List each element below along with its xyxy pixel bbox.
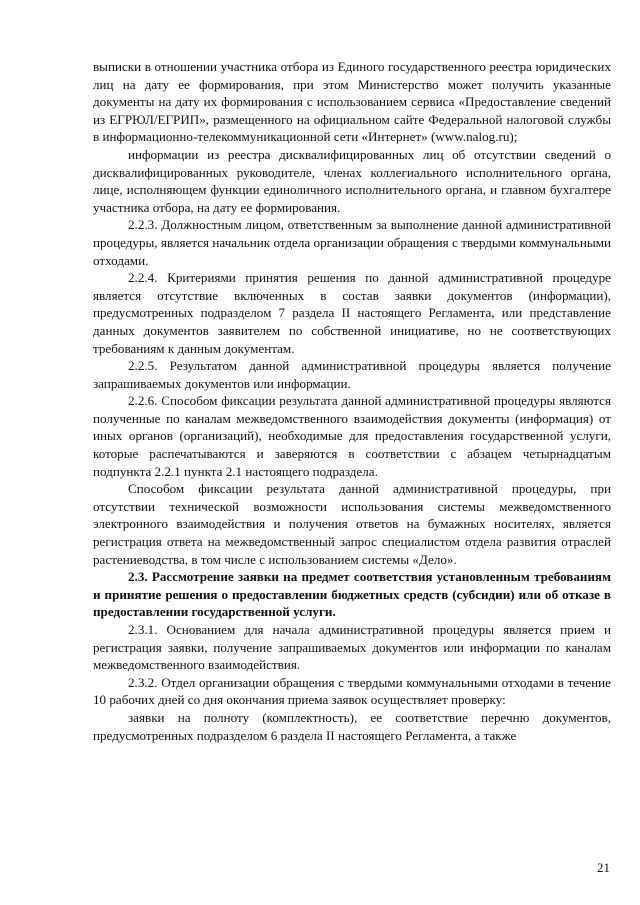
paragraph-2-2-3: 2.2.3. Должностным лицом, ответственным за выполнение данной административной процедуры, является начальник отдела организации обращения с твердыми коммунальными отходами. [93,217,611,268]
paragraph-2-2-5: 2.2.5. Результатом данной административной процедуры является получение запрашиваемых документов или информации. [93,358,611,391]
page-number: 21 [597,860,610,875]
paragraph-2-3-2: 2.3.2. Отдел организации обращения с твердыми коммунальными отходами в течение 10 рабочих дней со дня окончания приема заявок осуществляет проверку: [93,674,611,708]
paragraph-egrul-extract: выписки в отношении участника отбора из Единого государственного реестра юридических лиц на дату ее формирования, при этом Министерство может получить указанные документы на дату их формирования с использованием сервиса «Предоставление сведений из ЕГРЮЛ/ЕГРИП», размещенного на официальном сайте Федеральной налоговой службы в информационно-телекоммуникационной сети «Интернет» (www.nalog.ru); [93,59,611,145]
paragraph-fixation-method: Способом фиксации результата данной административной процедуры, при отсутствии технической возможности использования системы межведомственного электронного взаимодействия и получения ответов на бумажных носителях, является регистрация ответа на межведомственный запрос специалистом отдела развития отраслей растениеводства, в том числе с использованием системы «Дело». [93,481,611,567]
section-heading-2-3: 2.3. Рассмотрение заявки на предмет соответствия установленным требованиям и принятие решения о предоставлении бюджетных средств (субсидии) или об отказе в предоставлении государственной услуги. [93,569,611,620]
paragraph-completeness-check: заявки на полноту (комплектность), ее соответствие перечню документов, предусмотренных подразделом 6 раздела II настоящего Регламента, а также [93,709,611,743]
paragraph-2-2-6: 2.2.6. Способом фиксации результата данной административной процедуры являются полученные по каналам межведомственного взаимодействия документы (информация) от иных органов (организаций), необходимые для предоставления государственной услуги, которые распечатываются и заверяются в соответствии с абзацем четырнадцатым подпункта 2.2.1 пункта 2.1 настоящего подраздела. [93,393,611,479]
paragraph-2-3-1: 2.3.1. Основанием для начала административной процедуры является прием и регистрация заявки, получение запрашиваемых документов или информации по каналам межведомственного взаимодействия. [93,622,611,673]
paragraph-2-2-4: 2.2.4. Критериями принятия решения по данной административной процедуре является отсутствие включенных в состав заявки документов (информации), предусмотренных подразделом 7 раздела II настоящего Регламента, или представление данных документов заявителем по собственной инициативе, но не соответствующих требованиям к данным документам. [93,270,611,356]
document-page [93,58,611,744]
paragraph-disqualified-registry: информации из реестра дисквалифицированных лиц об отсутствии сведений о дисквалифицированных руководителе, членах коллегиального исполнительного органа, лице, исполняющем функции единоличного исполнительного органа, и главном бухгалтере участника отбора, на дату ее формирования. [93,146,611,215]
